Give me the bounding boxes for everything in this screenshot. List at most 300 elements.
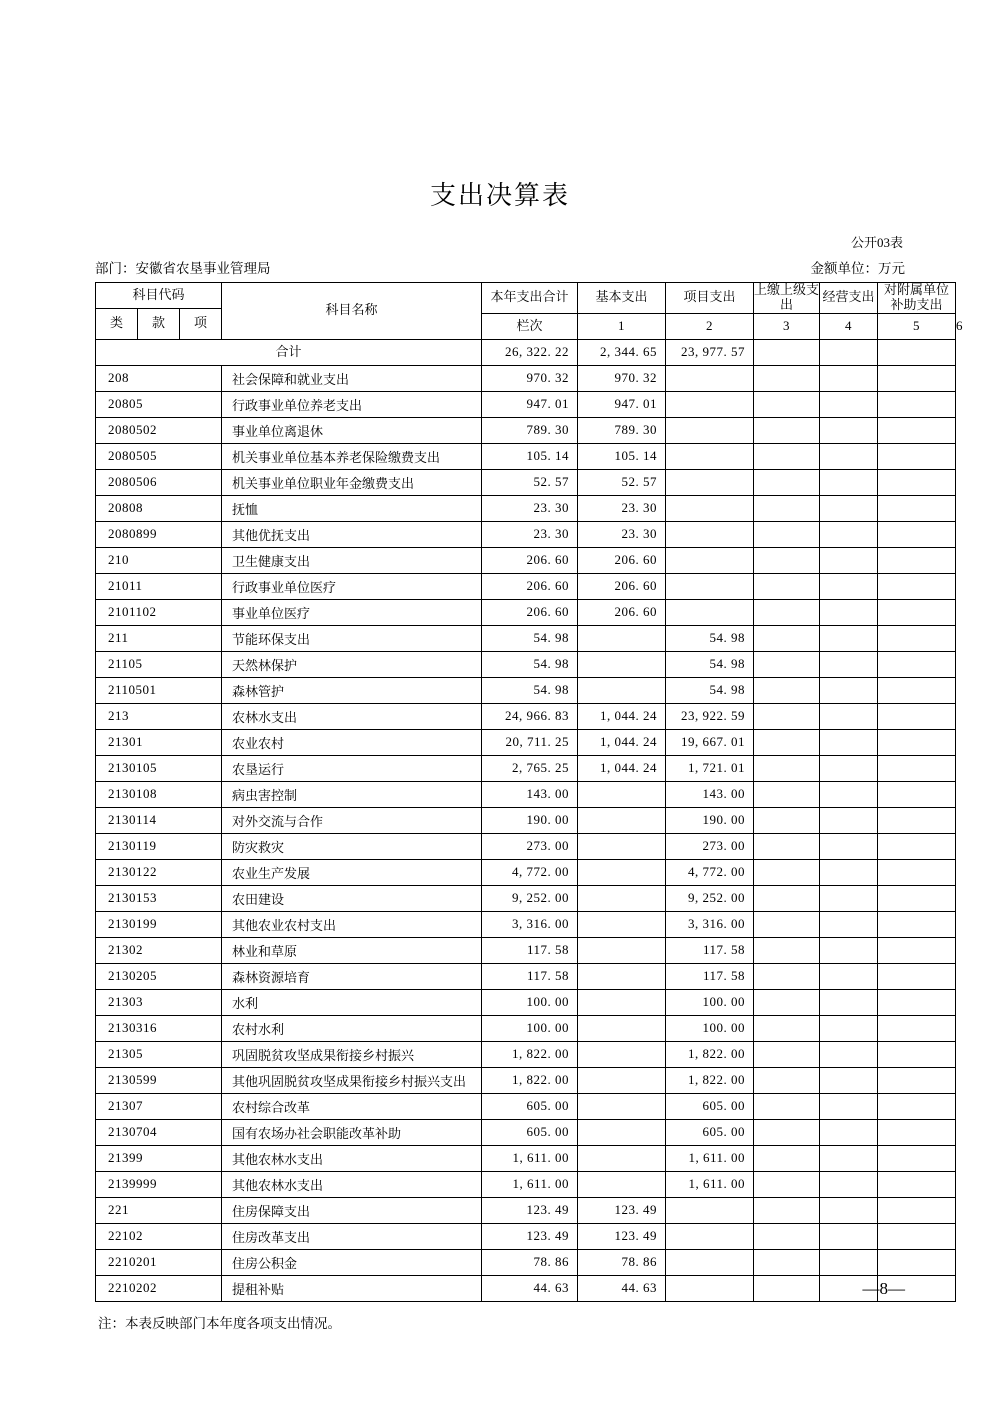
row-value-2 bbox=[578, 1093, 666, 1119]
row-value-5 bbox=[820, 1093, 878, 1119]
row-subject-name: 卫生健康支出 bbox=[222, 547, 482, 573]
row-value-2 bbox=[578, 911, 666, 937]
row-value-5 bbox=[820, 1249, 878, 1275]
row-value-6 bbox=[878, 599, 956, 625]
table-note: 注：本表反映部门本年度各项支出情况。 bbox=[98, 1315, 341, 1331]
row-value-6 bbox=[878, 365, 956, 391]
row-value-1: 123. 49 bbox=[482, 1223, 578, 1249]
row-value-4 bbox=[754, 1067, 820, 1093]
row-value-6 bbox=[878, 859, 956, 885]
row-subject-name: 节能环保支出 bbox=[222, 625, 482, 651]
row-value-5 bbox=[820, 469, 878, 495]
row-value-3: 1, 822. 00 bbox=[666, 1041, 754, 1067]
header-column-number-4: 4 bbox=[820, 313, 878, 339]
row-value-5 bbox=[820, 833, 878, 859]
row-value-2 bbox=[578, 1171, 666, 1197]
table-row bbox=[96, 495, 956, 521]
row-code: 2130205 bbox=[96, 963, 222, 989]
row-value-6 bbox=[878, 547, 956, 573]
row-subject-name: 林业和草原 bbox=[222, 937, 482, 963]
row-value-1: 947. 01 bbox=[482, 391, 578, 417]
row-value-2 bbox=[578, 625, 666, 651]
row-value-5 bbox=[820, 937, 878, 963]
row-value-4 bbox=[754, 469, 820, 495]
row-value-5 bbox=[820, 625, 878, 651]
row-value-5 bbox=[820, 885, 878, 911]
row-value-1: 23. 30 bbox=[482, 495, 578, 521]
row-value-4 bbox=[754, 911, 820, 937]
row-value-4 bbox=[754, 599, 820, 625]
row-subject-name: 机关事业单位职业年金缴费支出 bbox=[222, 469, 482, 495]
table-row bbox=[96, 1119, 956, 1145]
row-value-4 bbox=[754, 625, 820, 651]
row-value-3 bbox=[666, 443, 754, 469]
row-value-2 bbox=[578, 1041, 666, 1067]
table-row bbox=[96, 885, 956, 911]
row-value-5 bbox=[820, 1197, 878, 1223]
row-value-4 bbox=[754, 391, 820, 417]
row-value-3 bbox=[666, 599, 754, 625]
total-value-5 bbox=[820, 339, 878, 365]
row-value-3: 54. 98 bbox=[666, 651, 754, 677]
row-value-2 bbox=[578, 651, 666, 677]
row-value-3: 100. 00 bbox=[666, 1015, 754, 1041]
row-value-5 bbox=[820, 1015, 878, 1041]
row-value-4 bbox=[754, 365, 820, 391]
row-value-2 bbox=[578, 937, 666, 963]
table-row bbox=[96, 677, 956, 703]
row-value-4 bbox=[754, 1093, 820, 1119]
row-code: 21305 bbox=[96, 1041, 222, 1067]
row-subject-name: 农业生产发展 bbox=[222, 859, 482, 885]
row-value-6 bbox=[878, 755, 956, 781]
table-row bbox=[96, 1171, 956, 1197]
table-meta-row bbox=[95, 257, 905, 277]
row-value-4 bbox=[754, 1145, 820, 1171]
row-value-2 bbox=[578, 1119, 666, 1145]
row-value-2: 123. 49 bbox=[578, 1223, 666, 1249]
row-value-3: 9, 252. 00 bbox=[666, 885, 754, 911]
row-value-1: 143. 00 bbox=[482, 781, 578, 807]
row-value-1: 3, 316. 00 bbox=[482, 911, 578, 937]
row-code: 213 bbox=[96, 703, 222, 729]
header-column-number-2: 2 bbox=[666, 313, 754, 339]
row-value-1: 273. 00 bbox=[482, 833, 578, 859]
row-value-2 bbox=[578, 885, 666, 911]
row-code: 2130119 bbox=[96, 833, 222, 859]
row-value-2 bbox=[578, 963, 666, 989]
header-col-4: 上缴上级支出 bbox=[754, 282, 820, 312]
table-header-row-1 bbox=[96, 283, 956, 309]
row-value-2: 23. 30 bbox=[578, 521, 666, 547]
row-value-3 bbox=[666, 1197, 754, 1223]
row-value-1: 105. 14 bbox=[482, 443, 578, 469]
table-row bbox=[96, 755, 956, 781]
row-subject-name: 其他优抚支出 bbox=[222, 521, 482, 547]
table-row bbox=[96, 1145, 956, 1171]
row-subject-name: 机关事业单位基本养老保险缴费支出 bbox=[222, 443, 482, 469]
row-value-5 bbox=[820, 755, 878, 781]
row-subject-name: 森林管护 bbox=[222, 677, 482, 703]
row-value-4 bbox=[754, 755, 820, 781]
row-value-4 bbox=[754, 1249, 820, 1275]
row-value-4 bbox=[754, 677, 820, 703]
row-value-5 bbox=[820, 1041, 878, 1067]
table-row bbox=[96, 1067, 956, 1093]
row-value-4 bbox=[754, 885, 820, 911]
row-value-1: 54. 98 bbox=[482, 651, 578, 677]
row-value-4 bbox=[754, 443, 820, 469]
row-value-6 bbox=[878, 989, 956, 1015]
row-value-6 bbox=[878, 911, 956, 937]
total-value-1: 26, 322. 22 bbox=[482, 339, 578, 365]
row-code: 20805 bbox=[96, 391, 222, 417]
row-value-5 bbox=[820, 781, 878, 807]
row-value-4 bbox=[754, 703, 820, 729]
row-value-6 bbox=[878, 1145, 956, 1171]
header-code-kuan: 款 bbox=[138, 309, 180, 340]
row-value-4 bbox=[754, 1041, 820, 1067]
row-subject-name: 事业单位医疗 bbox=[222, 599, 482, 625]
table-row bbox=[96, 547, 956, 573]
row-subject-name: 事业单位离退休 bbox=[222, 417, 482, 443]
row-subject-name: 住房公积金 bbox=[222, 1249, 482, 1275]
header-col-2: 基本支出 bbox=[578, 283, 666, 314]
row-value-3 bbox=[666, 417, 754, 443]
row-value-1: 117. 58 bbox=[482, 963, 578, 989]
row-value-6 bbox=[878, 937, 956, 963]
row-value-2: 970. 32 bbox=[578, 365, 666, 391]
table-row bbox=[96, 1093, 956, 1119]
header-subject-name: 科目名称 bbox=[222, 283, 482, 340]
row-value-6 bbox=[878, 391, 956, 417]
row-code: 2130108 bbox=[96, 781, 222, 807]
row-code: 2130114 bbox=[96, 807, 222, 833]
row-code: 2130105 bbox=[96, 755, 222, 781]
row-subject-name: 农林水支出 bbox=[222, 703, 482, 729]
table-row bbox=[96, 989, 956, 1015]
row-subject-name: 病虫害控制 bbox=[222, 781, 482, 807]
table-row bbox=[96, 781, 956, 807]
row-value-1: 78. 86 bbox=[482, 1249, 578, 1275]
row-value-1: 206. 60 bbox=[482, 573, 578, 599]
table-row bbox=[96, 651, 956, 677]
row-value-4 bbox=[754, 1015, 820, 1041]
row-value-6 bbox=[878, 963, 956, 989]
row-subject-name: 农垦运行 bbox=[222, 755, 482, 781]
row-value-2 bbox=[578, 677, 666, 703]
row-value-4 bbox=[754, 547, 820, 573]
amount-unit-label: 金额单位：万元 bbox=[810, 261, 905, 276]
row-value-3: 117. 58 bbox=[666, 937, 754, 963]
row-code: 210 bbox=[96, 547, 222, 573]
row-subject-name: 提租补贴 bbox=[222, 1275, 482, 1301]
row-code: 211 bbox=[96, 625, 222, 651]
row-value-4 bbox=[754, 521, 820, 547]
row-value-5 bbox=[820, 1119, 878, 1145]
table-row bbox=[96, 937, 956, 963]
row-value-3: 19, 667. 01 bbox=[666, 729, 754, 755]
row-value-3: 23, 922. 59 bbox=[666, 703, 754, 729]
row-value-2: 206. 60 bbox=[578, 573, 666, 599]
row-value-3 bbox=[666, 365, 754, 391]
row-value-1: 1, 822. 00 bbox=[482, 1041, 578, 1067]
row-code: 2139999 bbox=[96, 1171, 222, 1197]
row-value-4 bbox=[754, 573, 820, 599]
table-row bbox=[96, 729, 956, 755]
row-value-2 bbox=[578, 781, 666, 807]
row-code: 22102 bbox=[96, 1223, 222, 1249]
row-code: 2080506 bbox=[96, 469, 222, 495]
row-value-5 bbox=[820, 599, 878, 625]
row-subject-name: 巩固脱贫攻坚成果衔接乡村振兴 bbox=[222, 1041, 482, 1067]
row-value-5 bbox=[820, 963, 878, 989]
row-value-5 bbox=[820, 1171, 878, 1197]
header-code-lei: 类 bbox=[96, 309, 138, 340]
row-value-5 bbox=[820, 521, 878, 547]
row-value-2: 206. 60 bbox=[578, 599, 666, 625]
total-value-6 bbox=[878, 339, 956, 365]
row-value-5 bbox=[820, 417, 878, 443]
row-value-2: 789. 30 bbox=[578, 417, 666, 443]
row-code: 21301 bbox=[96, 729, 222, 755]
row-value-6 bbox=[878, 417, 956, 443]
row-value-5 bbox=[820, 703, 878, 729]
row-value-6 bbox=[878, 1041, 956, 1067]
row-value-4 bbox=[754, 651, 820, 677]
row-value-2: 1, 044. 24 bbox=[578, 755, 666, 781]
row-value-2 bbox=[578, 1145, 666, 1171]
row-value-2: 206. 60 bbox=[578, 547, 666, 573]
table-row bbox=[96, 1041, 956, 1067]
row-value-5 bbox=[820, 989, 878, 1015]
row-value-5 bbox=[820, 443, 878, 469]
row-value-2 bbox=[578, 859, 666, 885]
row-value-3 bbox=[666, 547, 754, 573]
row-value-2 bbox=[578, 833, 666, 859]
row-value-4 bbox=[754, 1119, 820, 1145]
row-value-1: 4, 772. 00 bbox=[482, 859, 578, 885]
table-row bbox=[96, 599, 956, 625]
row-value-2: 52. 57 bbox=[578, 469, 666, 495]
row-value-6 bbox=[878, 1171, 956, 1197]
row-subject-name: 对外交流与合作 bbox=[222, 807, 482, 833]
table-row bbox=[96, 573, 956, 599]
row-value-1: 2, 765. 25 bbox=[482, 755, 578, 781]
page-number: —8— bbox=[862, 1279, 905, 1298]
row-subject-name: 行政事业单位养老支出 bbox=[222, 391, 482, 417]
table-row bbox=[96, 703, 956, 729]
table-body bbox=[96, 365, 956, 1301]
row-code: 20808 bbox=[96, 495, 222, 521]
row-value-3: 605. 00 bbox=[666, 1093, 754, 1119]
row-value-5 bbox=[820, 1145, 878, 1171]
row-value-3 bbox=[666, 469, 754, 495]
row-value-3 bbox=[666, 573, 754, 599]
row-code: 2210201 bbox=[96, 1249, 222, 1275]
row-subject-name: 住房改革支出 bbox=[222, 1223, 482, 1249]
row-value-2: 947. 01 bbox=[578, 391, 666, 417]
table-row bbox=[96, 1223, 956, 1249]
row-value-4 bbox=[754, 781, 820, 807]
row-value-1: 123. 49 bbox=[482, 1197, 578, 1223]
row-value-3: 1, 611. 00 bbox=[666, 1171, 754, 1197]
row-value-1: 1, 611. 00 bbox=[482, 1145, 578, 1171]
row-value-6 bbox=[878, 833, 956, 859]
row-value-6 bbox=[878, 1223, 956, 1249]
row-value-2: 105. 14 bbox=[578, 443, 666, 469]
row-value-1: 54. 98 bbox=[482, 677, 578, 703]
table-row bbox=[96, 1249, 956, 1275]
row-value-6 bbox=[878, 1197, 956, 1223]
table-row bbox=[96, 807, 956, 833]
row-value-4 bbox=[754, 833, 820, 859]
row-value-1: 23. 30 bbox=[482, 521, 578, 547]
row-value-2 bbox=[578, 989, 666, 1015]
row-value-4 bbox=[754, 729, 820, 755]
row-subject-name: 农业农村 bbox=[222, 729, 482, 755]
row-code: 2080502 bbox=[96, 417, 222, 443]
row-value-2: 23. 30 bbox=[578, 495, 666, 521]
row-value-5 bbox=[820, 677, 878, 703]
row-value-3 bbox=[666, 1223, 754, 1249]
table-row bbox=[96, 1197, 956, 1223]
row-value-6 bbox=[878, 469, 956, 495]
row-value-3: 605. 00 bbox=[666, 1119, 754, 1145]
row-value-3 bbox=[666, 495, 754, 521]
row-code: 21011 bbox=[96, 573, 222, 599]
row-code: 21303 bbox=[96, 989, 222, 1015]
row-value-2 bbox=[578, 807, 666, 833]
header-column-row-label: 栏次 bbox=[482, 313, 578, 339]
row-value-6 bbox=[878, 651, 956, 677]
table-total-row bbox=[96, 339, 956, 365]
row-value-4 bbox=[754, 1197, 820, 1223]
header-col-5: 经营支出 bbox=[820, 283, 878, 314]
row-value-6 bbox=[878, 1015, 956, 1041]
row-value-3: 4, 772. 00 bbox=[666, 859, 754, 885]
header-code-xiang: 项 bbox=[180, 309, 222, 340]
row-value-6 bbox=[878, 625, 956, 651]
row-code: 21302 bbox=[96, 937, 222, 963]
row-value-1: 1, 611. 00 bbox=[482, 1171, 578, 1197]
row-value-6 bbox=[878, 1067, 956, 1093]
row-value-5 bbox=[820, 1067, 878, 1093]
header-column-number-1: 1 bbox=[578, 313, 666, 339]
row-subject-name: 森林资源培育 bbox=[222, 963, 482, 989]
row-value-2: 1, 044. 24 bbox=[578, 703, 666, 729]
row-value-1: 100. 00 bbox=[482, 1015, 578, 1041]
total-value-2: 2, 344. 65 bbox=[578, 339, 666, 365]
total-value-4 bbox=[754, 339, 820, 365]
table-row bbox=[96, 469, 956, 495]
table-row bbox=[96, 1275, 956, 1301]
row-code: 2080899 bbox=[96, 521, 222, 547]
row-code: 2130153 bbox=[96, 885, 222, 911]
row-value-2: 1, 044. 24 bbox=[578, 729, 666, 755]
row-subject-name: 其他农业农村支出 bbox=[222, 911, 482, 937]
row-value-3 bbox=[666, 1249, 754, 1275]
row-code: 2130199 bbox=[96, 911, 222, 937]
row-value-5 bbox=[820, 911, 878, 937]
row-code: 2130122 bbox=[96, 859, 222, 885]
row-value-5 bbox=[820, 495, 878, 521]
row-subject-name: 抚恤 bbox=[222, 495, 482, 521]
header-col-3: 项目支出 bbox=[666, 283, 754, 314]
table-row bbox=[96, 833, 956, 859]
row-value-1: 206. 60 bbox=[482, 599, 578, 625]
row-code: 21307 bbox=[96, 1093, 222, 1119]
row-value-4 bbox=[754, 1275, 820, 1301]
table-header-row-3: 栏次 1 2 3 4 5 6 bbox=[96, 313, 956, 339]
row-value-6 bbox=[878, 573, 956, 599]
row-value-1: 605. 00 bbox=[482, 1093, 578, 1119]
row-value-3 bbox=[666, 391, 754, 417]
row-value-3: 1, 611. 00 bbox=[666, 1145, 754, 1171]
row-value-4 bbox=[754, 989, 820, 1015]
row-value-4 bbox=[754, 937, 820, 963]
row-value-3: 1, 822. 00 bbox=[666, 1067, 754, 1093]
header-col-6: 对附属单位补助支出 bbox=[878, 283, 956, 314]
row-value-4 bbox=[754, 859, 820, 885]
row-value-3: 190. 00 bbox=[666, 807, 754, 833]
row-subject-name: 其他农林水支出 bbox=[222, 1145, 482, 1171]
row-subject-name: 防灾救灾 bbox=[222, 833, 482, 859]
row-value-3: 1, 721. 01 bbox=[666, 755, 754, 781]
row-value-1: 9, 252. 00 bbox=[482, 885, 578, 911]
row-subject-name: 行政事业单位医疗 bbox=[222, 573, 482, 599]
row-value-2 bbox=[578, 1067, 666, 1093]
row-value-6 bbox=[878, 781, 956, 807]
row-subject-name: 社会保障和就业支出 bbox=[222, 365, 482, 391]
row-value-6 bbox=[878, 1119, 956, 1145]
row-value-3: 143. 00 bbox=[666, 781, 754, 807]
row-value-5 bbox=[820, 729, 878, 755]
row-code: 221 bbox=[96, 1197, 222, 1223]
department-label: 部门：安徽省农垦事业管理局 bbox=[95, 261, 271, 276]
row-value-3: 117. 58 bbox=[666, 963, 754, 989]
header-column-number-3: 3 bbox=[754, 313, 820, 339]
table-row bbox=[96, 1015, 956, 1041]
table-row bbox=[96, 859, 956, 885]
table-row bbox=[96, 391, 956, 417]
total-label: 合计 bbox=[96, 339, 482, 365]
row-value-5 bbox=[820, 807, 878, 833]
row-value-6 bbox=[878, 521, 956, 547]
table-row bbox=[96, 521, 956, 547]
row-value-1: 1, 822. 00 bbox=[482, 1067, 578, 1093]
row-value-1: 789. 30 bbox=[482, 417, 578, 443]
row-value-1: 52. 57 bbox=[482, 469, 578, 495]
row-subject-name: 其他巩固脱贫攻坚成果衔接乡村振兴支出 bbox=[222, 1067, 482, 1093]
row-value-5 bbox=[820, 1223, 878, 1249]
row-value-1: 605. 00 bbox=[482, 1119, 578, 1145]
row-value-4 bbox=[754, 417, 820, 443]
expenditure-table bbox=[95, 282, 963, 1302]
row-value-3: 54. 98 bbox=[666, 677, 754, 703]
row-code: 2130316 bbox=[96, 1015, 222, 1041]
row-code: 2210202 bbox=[96, 1275, 222, 1301]
row-code: 2130599 bbox=[96, 1067, 222, 1093]
row-value-1: 117. 58 bbox=[482, 937, 578, 963]
header-code-group: 科目代码 bbox=[96, 283, 222, 309]
row-subject-name: 住房保障支出 bbox=[222, 1197, 482, 1223]
row-value-5 bbox=[820, 547, 878, 573]
row-value-6 bbox=[878, 807, 956, 833]
row-subject-name: 水利 bbox=[222, 989, 482, 1015]
row-value-4 bbox=[754, 963, 820, 989]
row-value-5 bbox=[820, 573, 878, 599]
